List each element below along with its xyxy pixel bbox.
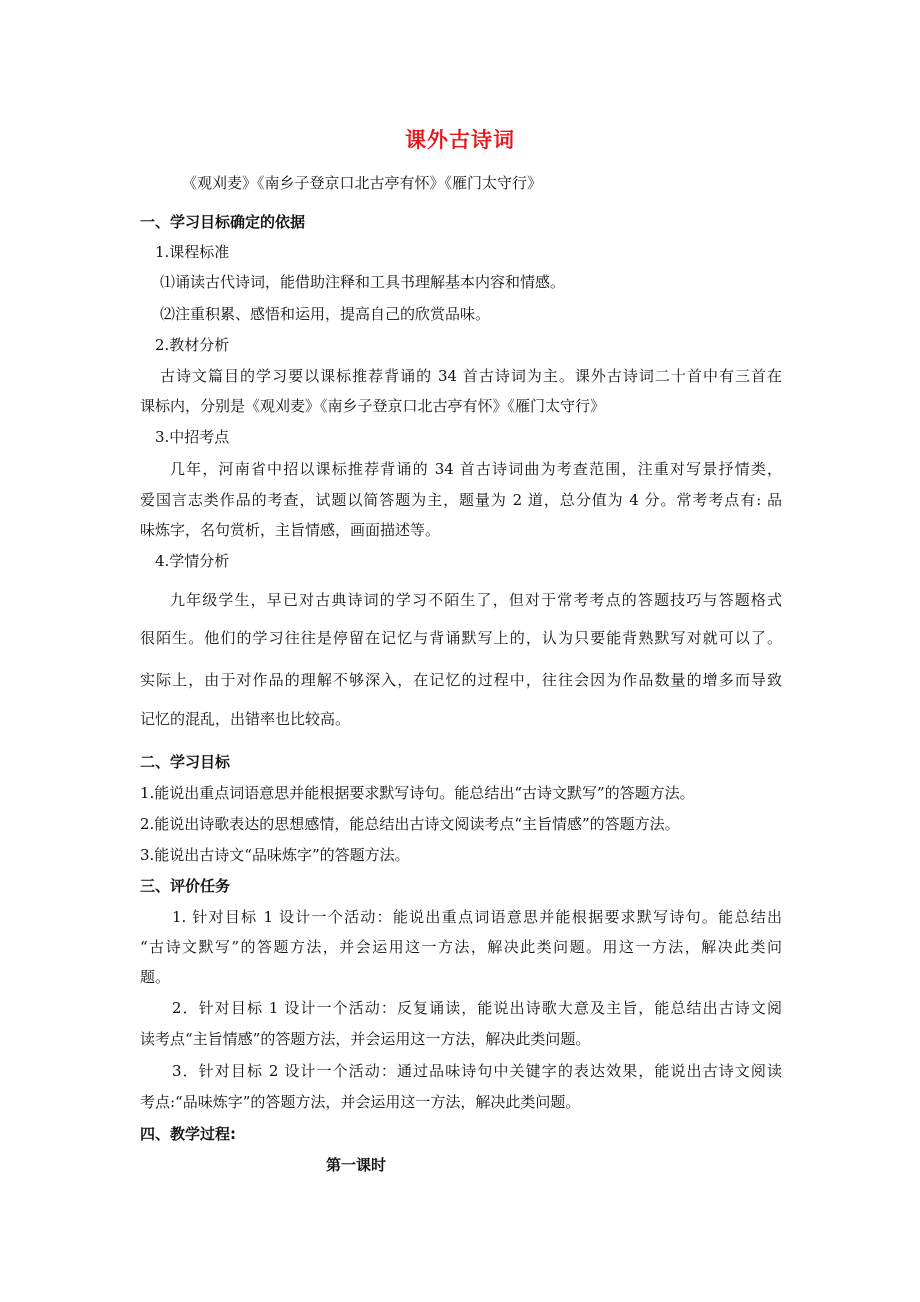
students-line: 九年级学生，早已对古典诗词的学习不陌生了，但对于常考考点的答题技巧与答题格式 xyxy=(170,591,782,609)
task2-line: 2．针对目标 1 设计一个活动：反复诵读，能说出诗歌大意及主旨，能总结出古诗文阅 xyxy=(172,999,782,1017)
exam-line: 几年，河南省中招以课标推荐背诵的 34 首古诗词曲为考查范围，注重对写景抒情类， xyxy=(170,460,782,478)
students-line: 记忆的混乱，出错率也比较高。 xyxy=(140,710,351,728)
exam-label: 3.中招考点 xyxy=(155,428,230,446)
task1-line: 1. 针对目标 1 设计一个活动：能说出重点词语意思并能根据要求默写诗句。能总结出 xyxy=(172,908,782,926)
objective-item: 2.能说出诗歌表达的思想感情，能总结出古诗文阅读考点“主旨情感”的答题方法。 xyxy=(140,815,680,833)
objective-item: 3.能说出古诗文“品味炼字”的答题方法。 xyxy=(140,846,410,864)
textbook-line: 古诗文篇目的学习要以课标推荐背诵的 34 首古诗词为主。课外古诗词二十首中有三首在 xyxy=(160,367,782,385)
curriculum-item: ⑴诵读古代诗词，能借助注释和工具书理解基本内容和情感。 xyxy=(160,273,566,291)
curriculum-label: 1.课程标准 xyxy=(155,243,230,261)
exam-line: 爱国言志类作品的考查，试题以简答题为主，题量为 2 道，总分值为 4 分。常考考点有: 品 xyxy=(140,491,782,509)
objective-item: 1.能说出重点词语意思并能根据要求默写诗句。能总结出“古诗文默写”的答题方法。 xyxy=(140,784,695,802)
task3-line: 3．针对目标 2 设计一个活动：通过品味诗句中关键字的表达效果，能说出古诗文阅读 xyxy=(172,1062,782,1080)
section3-heading: 三、评价任务 xyxy=(140,877,231,895)
students-line: 实际上，由于对作品的理解不够深入，在记忆的过程中，往往会因为作品数量的增多而导致 xyxy=(140,671,782,689)
lesson-heading: 第一课时 xyxy=(326,1156,387,1174)
section4-heading: 四、教学过程: xyxy=(140,1125,236,1143)
textbook-line: 课标内，分别是《观刈麦》《南乡子登京口北古亭有怀》《雁门太守行》 xyxy=(140,397,606,415)
subtitle: 《观刈麦》《南乡子登京口北古亭有怀》《雁门太守行》 xyxy=(182,174,543,192)
curriculum-item: ⑵注重积累、感悟和运用，提高自己的欣赏品味。 xyxy=(160,305,491,323)
students-label: 4.学情分析 xyxy=(155,552,230,570)
task1-line: “古诗文默写”的答题方法，并会运用这一方法，解决此类问题。用这一方法，解决此类问 xyxy=(140,938,782,956)
section1-heading: 一、学习目标确定的依据 xyxy=(140,213,306,231)
task3-line: 考点:“品味炼字”的答题方法，并会运用这一方法，解决此类问题。 xyxy=(140,1093,581,1111)
textbook-label: 2.教材分析 xyxy=(155,336,230,354)
task1-line: 题。 xyxy=(140,968,171,986)
task2-line: 读考点“主旨情感”的答题方法，并会运用这一方法，解决此类问题。 xyxy=(140,1030,591,1048)
section2-heading: 二、学习目标 xyxy=(140,753,231,771)
exam-line: 味炼字，名句赏析，主旨情感，画面描述等。 xyxy=(140,521,441,539)
students-line: 很陌生。他们的学习往往是停留在记忆与背诵默写上的，认为只要能背熟默写对就可以了。 xyxy=(140,629,782,647)
page-title: 课外古诗词 xyxy=(405,128,515,152)
